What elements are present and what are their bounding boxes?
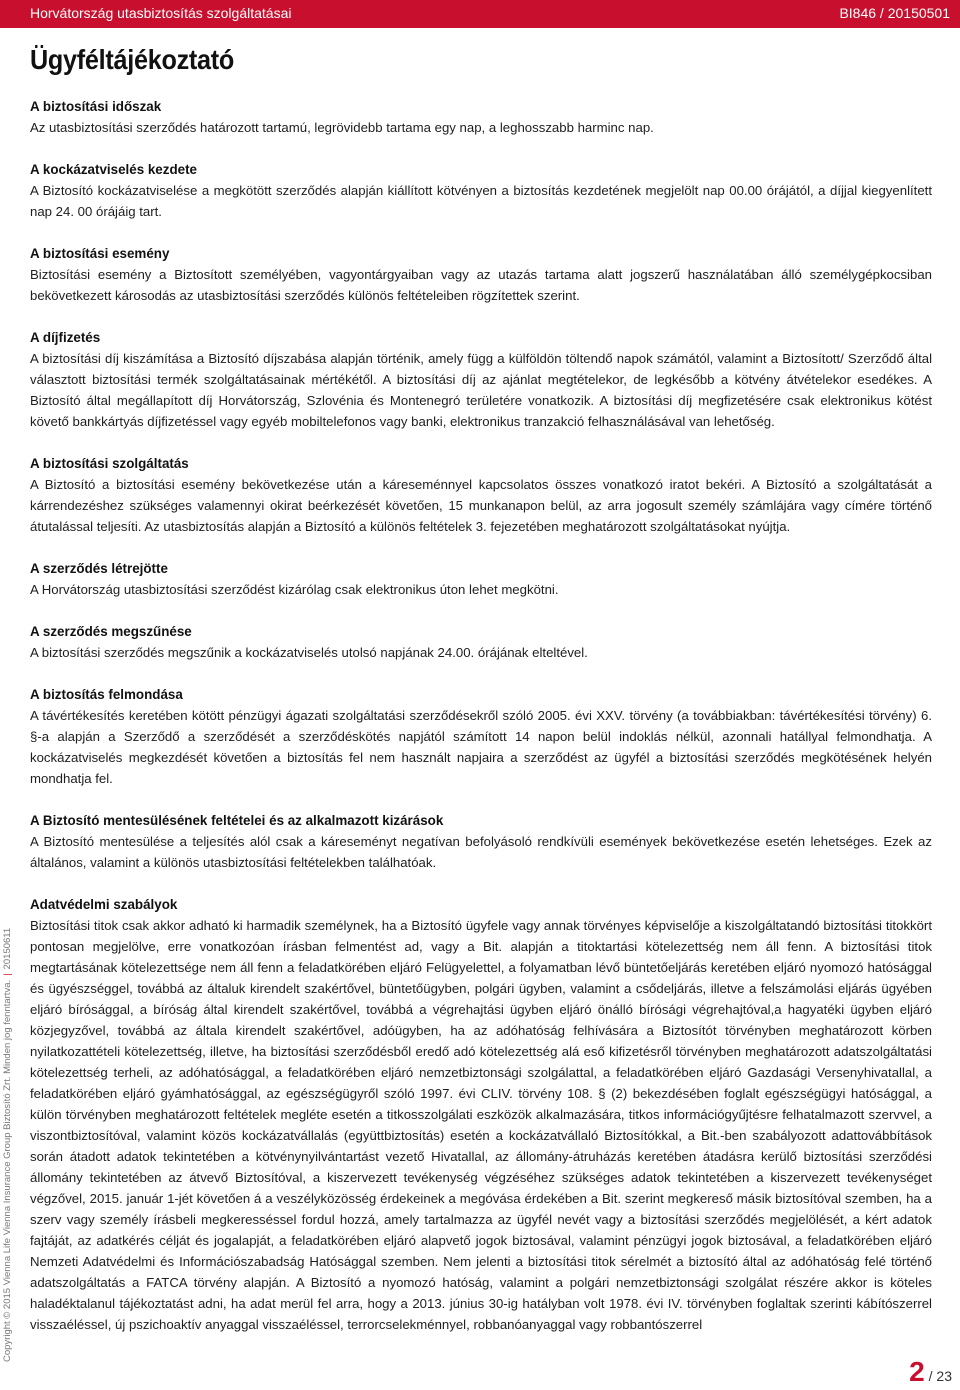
section-text: A Horvátország utasbiztosítási szerződést kizárólag csak elektronikus úton lehet megkötni. (30, 582, 559, 597)
section-text: A biztosítási díj kiszámítása a Biztosító díjszabása alapján történik, amely függ a külföldön töltendő napok számától, valamint a Biztosított/ Szerződő által választott biztosítási termék szolgáltatásainak mértékétől. A biztosítási díj az ajánlat megtételekor, de legkésőbb a kötvény átvételekor esedékes. A Biztosító által megállapított díj Horvátország, Szlovénia és Montenegró területére vonatkozik. A biztosítási díj megfizetésére csak elektronikus kötést követő bankkártyás díjfizetéssel vagy egyéb mobiltelefonos vagy banki, elektronikus tranzakció felhasználásával van lehetőség. (30, 351, 932, 429)
section-heading: A biztosítási szolgáltatás (30, 456, 189, 471)
section-heading: A biztosítási esemény (30, 246, 170, 261)
section-text: A távértékesítés keretében kötött pénzügyi ágazati szolgáltatási szerződésekről szóló 2005. évi XXV. törvény (a továbbiakban: távértékesítési törvény) 6. §-a alapján a Szerződő a szerződését a szerződéskötés napjától számított 14 napon belül indoklás nélkül, azonnali hatállyal felmondhatja. A kockázatviselés megkezdését követően a biztosítás fel nem használt napjaira a szerződést az ügyfél a biztosítási szerződés megkötésének helyén mondhatja fel. (30, 708, 932, 786)
section-heading: A díjfizetés (30, 330, 101, 345)
section-risk-start (30, 159, 932, 222)
section-cancellation (30, 684, 932, 789)
section-text: A Biztosító a biztosítási esemény bekövetkezése után a káreseménnyel kapcsolatos összes vonatkozó iratot bekéri. A Biztosító a szolgáltatását a kárrendezéshez szükséges valamennyi okirat beérkezését követően, 15 munkanapon belül, az arra jogosult személy számlájára vagy címére történő átutalással teljesíti. Az utasbiztosítás alapján a Biztosító a különös feltételek 3. fejezetében meghatározott szolgáltatásokat nyújtja. (30, 477, 932, 534)
section-text: Biztosítási esemény a Biztosított személyében, vagyontárgyaiban vagy az utazás tartama alatt jogszerű használatában álló személygépkocsiban bekövetkezett károsodás az utasbiztosítási szerződés különös feltételeiben rögzítettek szerint. (30, 267, 932, 303)
section-text: Biztosítási titok csak akkor adható ki harmadik személynek, ha a Biztosító ügyfele vagy annak törvényes képviselője a kiszolgáltatandó biztosítási titokkört pontosan megjelölve, erre vonatkozóan írásban felmentést ad, vagy a Bit. alapján a titoktartási kötelezettség nem áll fenn. A biztosítási titok megtartásának kötelezettsége nem áll fenn a feladatkörében eljáró Felügyelettel, a folyamatban lévő büntetőeljárás keretében eljáró nyomozó hatósággal és ügyészséggel, továbbá az általuk kirendelt szakértővel, büntetőügyben, polgári ügyben, valamint a csődeljárás, illetve a felszámolási eljárás ügyében eljáró bírósággal, a bíróság által kirendelt szakértővel, továbbá a végrehajtási ügyben eljáró önálló bírósági végrehajtóval,a hagyatéki ügyben eljáró közjegyzővel, továbbá az általa kirendelt szakértővel, adóügyben, ha az adóhatóság felhívására a Biztosítót törvényben meghatározott körben nyilatkozattételi kötelezettség, illetve, ha biztosítási szerződésből eredő adó kötelezettség alá eső kifizetésről törvényben meghatározott adatszolgáltatási kötelezettség terheli, az adóhatósággal, a feladatkörében eljáró nemzetbiztonsági szolgálattal, a feladatkörében eljáró Gazdasági Versenyhivatallal, a feladatkörében eljáró gyámhatósággal, az egészségügyről szóló 1997. évi CLIV. törvény 108. § (2) bekezdésében foglalt egészségügyi hatósággal, a külön törvényben meghatározott feltételek megléte esetén a titkosszolgálati eszközök alkalmazására, titkos információgyűjtésre felhatalmazott szervvel, a viszontbiztosítóval, valamint közös kockázatvállalás (együttbiztosítás) esetén a kockázatvállaló Biztosítókkal, a Bit.-ben szabályozott adattovábbítások során átadott adatok tekintetében a kötvénynyilvántartást vezető Hivatallal, az állomány-átruházás keretében átadásra kerülő biztosítási szerződési állomány tekintetében az átvevő Biztosítóval, a kiszervezett tevékenység végzéséhez szükséges adatok tekintetében a kiszervezett tevékenységet végzővel, 2015. január 1-jét követően á a veszélyközösség érdekeinek a megóvása érdekében a Bit. szerint megkereső másik biztosítóval szemben, ha a szerv vagy személy írásbeli megkeresséssel fordul hozzá, amely tartalmazza az ügyfél nevét vagy a biztosítási szerződés megjelölését, a kért adatok fajtáját, az adatkérés célját és jogalapját, a feladatkörében eljáró alapvető jogok biztosával, valamint pénzügyi jogok biztosával, a feladatkörében eljáró Nemzeti Adatvédelmi és Információszabadság Hatósággal szemben. Nem jelenti a biztosítási titok sérelmét a biztosító által az adóhatóság felé történő adatszolgáltatás a FATCA törvény alapján. A Biztosító a nyomozó hatóság, valamint a polgári nemzetbiztonsági szolgálat részére akkor is köteles haladéktalanul tájékoztatást adni, ha adat merül fel arra, hogy a 2013. június 30-ig hatályban volt 1978. évi IV. törvényben foglaltak szerinti kábítószerrel visszaéléssel, új pszichoaktív anyaggal visszaéléssel, terrorcselekménnyel, robbanóanyaggal vagy robbantószerrel (30, 918, 932, 1332)
page-title: Ügyféltájékoztató (30, 44, 235, 75)
section-premium-payment (30, 327, 932, 432)
section-insurance-period (30, 96, 932, 138)
section-text: A Biztosító kockázatviselése a megkötött szerződés alapján kiállított kötvényen a biztosítás kezdetének megjelölt nap 00.00 órájától, a díjjal kiegyenlített nap 24. 00 órájáig tart. (30, 183, 932, 219)
section-heading: A szerződés létrejötte (30, 561, 168, 576)
section-data-protection (30, 894, 932, 1335)
section-contract-termination (30, 621, 932, 663)
section-exemptions-exclusions (30, 810, 932, 873)
section-heading: A biztosítási időszak (30, 99, 162, 114)
copyright-code: 20150611 (2, 927, 13, 970)
section-insurance-service (30, 453, 932, 537)
section-text: A Biztosító mentesülése a teljesítés alól csak a káreseményt negatívan befolyásoló rendkívüli események bekövetkezése esetén lehetséges. Ezek az általános, valamint a különös utasbiztosítási feltételekben találhatóak. (30, 834, 932, 870)
section-heading: A Biztosító mentesülésének feltételei és az alkalmazott kizárások (30, 813, 444, 828)
section-heading: A biztosítás felmondása (30, 687, 183, 702)
page-number-current: 2 (909, 1356, 925, 1387)
copyright-text: Copyright © 2015 Vienna Life Vienna Insurance Group Biztosító Zrt. Minden jog fenntartva. (2, 979, 13, 1362)
section-heading: A szerződés megszűnése (30, 624, 192, 639)
document-body (30, 96, 932, 1356)
header-bar (0, 0, 960, 28)
copyright-note (2, 822, 13, 1362)
header-product-title: Horvátország utasbiztosítás szolgáltatásai (30, 5, 292, 21)
section-contract-formation (30, 558, 932, 600)
section-text: A biztosítási szerződés megszűnik a kockázatviselés utolsó napjának 24.00. órájának elteltével. (30, 645, 588, 660)
section-insured-event (30, 243, 932, 306)
section-heading: Adatvédelmi szabályok (30, 897, 178, 912)
section-heading: A kockázatviselés kezdete (30, 162, 197, 177)
page-number (909, 1356, 952, 1388)
copyright-separator: | (2, 973, 13, 976)
section-text: Az utasbiztosítási szerződés határozott tartamú, legrövidebb tartama egy nap, a leghosszabb harminc nap. (30, 120, 654, 135)
header-document-code: BI846 / 20150501 (839, 5, 950, 21)
page-number-total: / 23 (928, 1368, 952, 1384)
